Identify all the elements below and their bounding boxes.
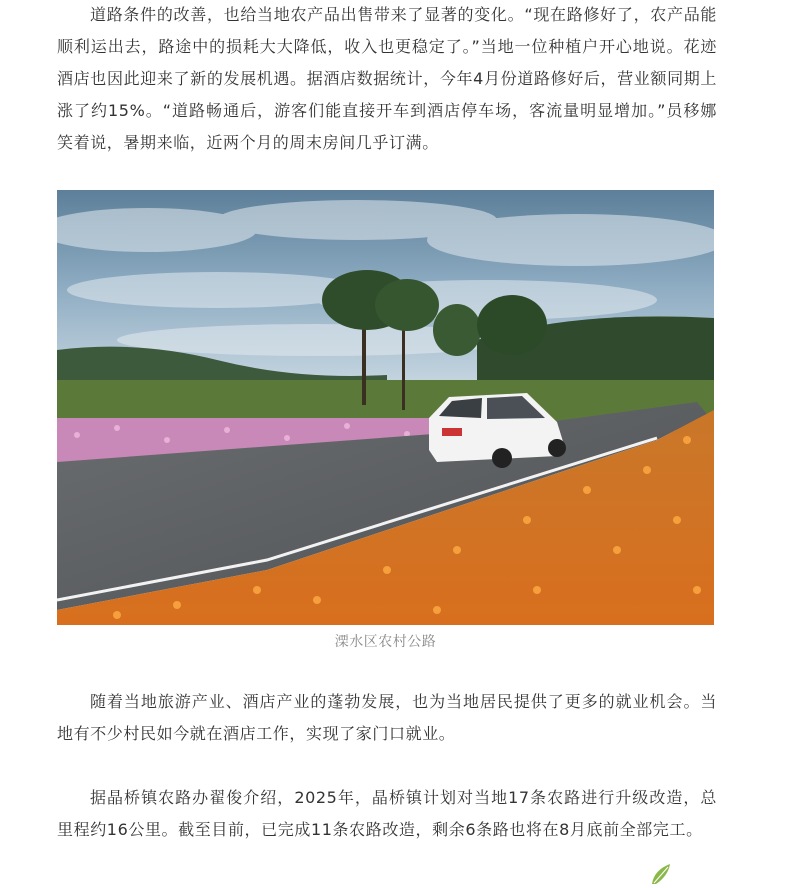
leaf-icon [648, 862, 676, 884]
article-paragraph-2: 随着当地旅游产业、酒店产业的蓬勃发展，也为当地居民提供了更多的就业机会。当地有不少村民如今就在酒店工作，实现了家门口就业。 [57, 692, 717, 743]
rural-road-image [57, 190, 714, 625]
road-photo [57, 190, 714, 625]
photo-caption: 溧水区农村公路 [334, 634, 437, 650]
article-paragraph-3: 据晶桥镇农路办翟俊介绍，2025年，晶桥镇计划对当地17条农路进行升级改造，总里程约16公里。截至目前，已完成11条农路改造，剩余6条路也将在8月底前全部完工。 [57, 788, 717, 839]
article-paragraph-1: 道路条件的改善，也给当地农产品出售带来了显著的变化。“现在路修好了，农产品能顺利运出去，路途中的损耗大大降低，收入也更稳定了。”当地一位种植户开心地说。花迹酒店也因此迎来了新的发展机遇。据酒店数据统计，今年4月份道路修好后，营业额同期上涨了约15%。“道路畅通后，游客们能直接开车到酒店停车场，客流量明显增加。”员移娜笑着说，暑期来临，近两个月的周末房间几乎订满。 [57, 5, 717, 152]
